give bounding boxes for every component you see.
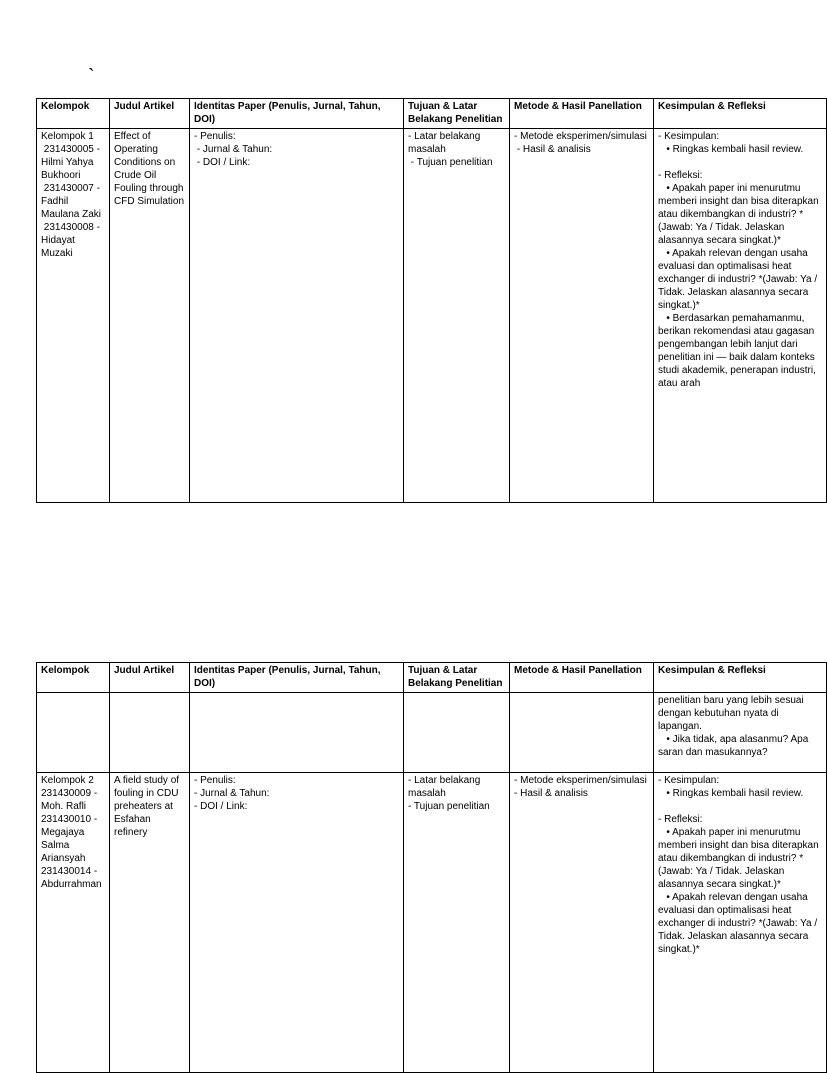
cell-judul-artikel: Effect of Operating Conditions on Crude Oil Fouling through CFD Simulation bbox=[110, 129, 190, 503]
header-judul-artikel: Judul Artikel bbox=[110, 663, 190, 693]
cell-kesimpulan: - Kesimpulan: • Ringkas kembali hasil review. - Refleksi: • Apakah paper ini menurutmu memberi insight dan bisa diterapkan atau dikembangkan di industri? *(Jawab: Ya / Tidak. Jelaskan alasannya secara singkat.)* • Apakah relevan dengan usaha evaluasi dan optimalisasi heat exchanger di industri? *(Jawab: Ya / Tidak. Jelaskan alasannya secara singkat.)* bbox=[654, 773, 827, 1073]
header-kesimpulan-refleksi: Kesimpulan & Refleksi bbox=[654, 99, 827, 129]
cell-metode: - Metode eksperimen/simulasi - Hasil & analisis bbox=[510, 129, 654, 503]
header-kelompok: Kelompok bbox=[37, 663, 110, 693]
table-header-row bbox=[37, 663, 827, 693]
cell-kelompok: Kelompok 2 231430009 - Moh. Rafli 231430010 - Megajaya Salma Ariansyah 231430014 - Abdurrahman bbox=[37, 773, 110, 1073]
cell-tujuan: - Latar belakang masalah - Tujuan penelitian bbox=[404, 773, 510, 1073]
cell-kelompok-empty bbox=[37, 693, 110, 773]
table-header-row bbox=[37, 99, 827, 129]
cell-tujuan-empty bbox=[404, 693, 510, 773]
cell-identitas-paper-empty bbox=[190, 693, 404, 773]
header-kesimpulan-refleksi: Kesimpulan & Refleksi bbox=[654, 663, 827, 693]
cell-kesimpulan-continued: penelitian baru yang lebih sesuai dengan kebutuhan nyata di lapangan. • Jika tidak, apa alasanmu? Apa saran dan masukannya? bbox=[654, 693, 827, 773]
header-metode-hasil: Metode & Hasil Panellation bbox=[510, 663, 654, 693]
cell-metode: - Metode eksperimen/simulasi - Hasil & analisis bbox=[510, 773, 654, 1073]
header-metode-hasil: Metode & Hasil Panellation bbox=[510, 99, 654, 129]
cell-judul-artikel: A field study of fouling in CDU preheaters at Esfahan refinery bbox=[110, 773, 190, 1073]
header-identitas-paper: Identitas Paper (Penulis, Jurnal, Tahun, DOI) bbox=[190, 663, 404, 693]
header-tujuan-latar-belakang: Tujuan & Latar Belakang Penelitian bbox=[404, 99, 510, 129]
cell-judul-artikel-empty bbox=[110, 693, 190, 773]
cell-identitas-paper: - Penulis: - Jurnal & Tahun: - DOI / Link: bbox=[190, 773, 404, 1073]
cell-identitas-paper: - Penulis: - Jurnal & Tahun: - DOI / Link: bbox=[190, 129, 404, 503]
table-row bbox=[37, 773, 827, 1073]
header-kelompok: Kelompok bbox=[37, 99, 110, 129]
cell-tujuan: - Latar belakang masalah - Tujuan penelitian bbox=[404, 129, 510, 503]
review-table-page-1 bbox=[36, 98, 827, 503]
header-judul-artikel: Judul Artikel bbox=[110, 99, 190, 129]
stray-backtick-mark: ` bbox=[88, 65, 95, 87]
cell-kesimpulan: - Kesimpulan: • Ringkas kembali hasil review. - Refleksi: • Apakah paper ini menurutmu memberi insight dan bisa diterapkan atau dikembangkan di industri? *(Jawab: Ya / Tidak. Jelaskan alasannya secara singkat.)* • Apakah relevan dengan usaha evaluasi dan optimalisasi heat exchanger di industri? *(Jawab: Ya / Tidak. Jelaskan alasannya secara singkat.)* • Berdasarkan pemahamanmu, berikan rekomendasi atau gagasan pengembangan lebih lanjut dari penelitian ini — baik dalam konteks studi akademik, penerapan industri, atau arah bbox=[654, 129, 827, 503]
review-table-page-2 bbox=[36, 662, 827, 1073]
cell-metode-empty bbox=[510, 693, 654, 773]
cell-kelompok: Kelompok 1 231430005 - Hilmi Yahya Bukhoori 231430007 - Fadhil Maulana Zaki 231430008 - Hidayat Muzaki bbox=[37, 129, 110, 503]
table-row bbox=[37, 129, 827, 503]
header-identitas-paper: Identitas Paper (Penulis, Jurnal, Tahun, DOI) bbox=[190, 99, 404, 129]
header-tujuan-latar-belakang: Tujuan & Latar Belakang Penelitian bbox=[404, 663, 510, 693]
table-row-continuation bbox=[37, 693, 827, 773]
